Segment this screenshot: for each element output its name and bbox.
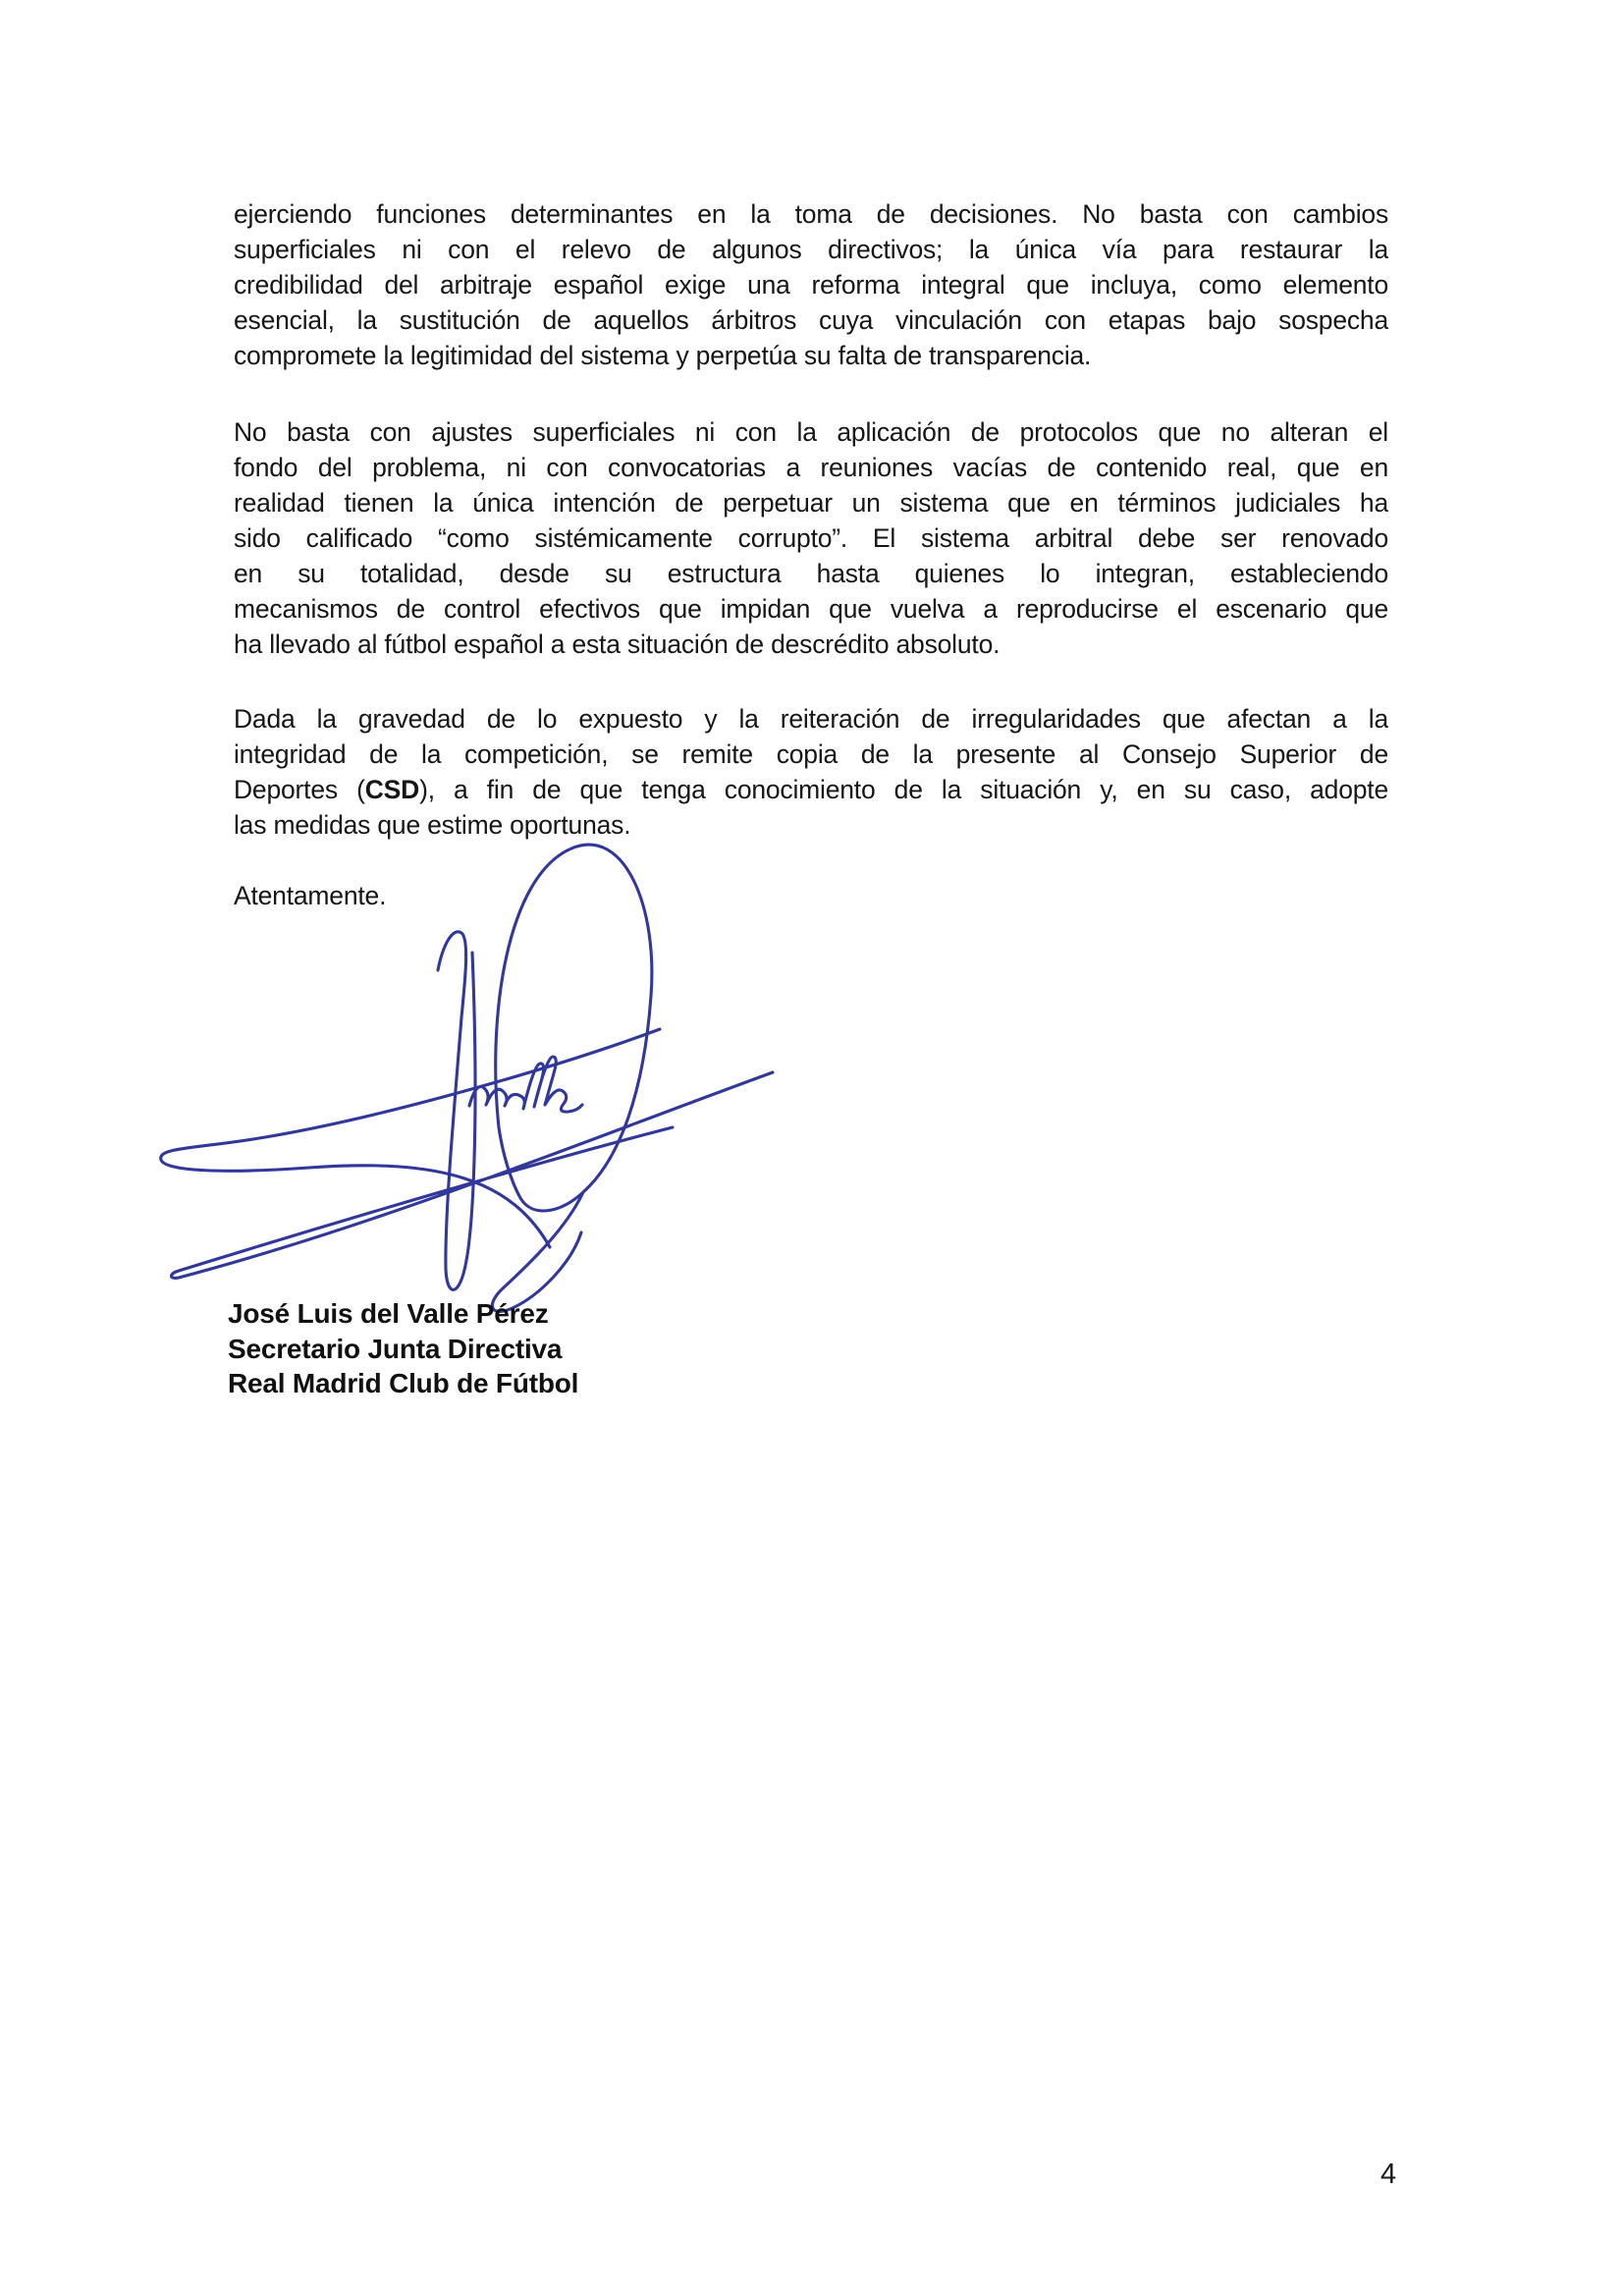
letter-paragraph xyxy=(234,196,1388,373)
letter-line: superficiales ni con el relevo de algunos directivos; la única vía para restaurar la xyxy=(234,235,1388,264)
signature-stroke-balloon-loop xyxy=(496,845,652,1211)
signer-organization: Real Madrid Club de Fútbol xyxy=(228,1368,579,1398)
letter-closing: Atentamente. xyxy=(234,881,387,910)
letter-line: No basta con ajustes superficiales ni con la aplicación de protocolos que no alteran el xyxy=(234,417,1388,447)
letter-line: Deportes (CSD), a fin de que tenga conocimiento de la situación y, en su caso, adopte xyxy=(234,775,1388,804)
letter-line: ejerciendo funciones determinantes en la toma de decisiones. No basta con cambios xyxy=(234,199,1388,229)
letter-paragraph xyxy=(234,701,1388,843)
signature-stroke-descender xyxy=(492,1192,583,1311)
letter-line: realidad tienen la única intención de perpetuar un sistema que en términos judiciales ha xyxy=(234,488,1388,518)
letter-line: en su totalidad, desde su estructura hasta quienes lo integran, estableciendo xyxy=(234,559,1388,588)
letter-line: ha llevado al fútbol español a esta situación de descrédito absoluto. xyxy=(234,629,1001,659)
letter-line: credibilidad del arbitraje español exige una reforma integral que incluya, como elemento xyxy=(234,270,1388,300)
signer-title: Secretario Junta Directiva xyxy=(228,1333,563,1364)
signature-stroke-valle-scribble xyxy=(469,1057,582,1112)
letter-line: fondo del problema, ni con convocatorias a reuniones vacías de contenido real, que en xyxy=(234,453,1388,482)
letter-line: sido calificado “como sistémicamente corrupto”. El sistema arbitral debe ser renovado xyxy=(234,523,1388,553)
signature-stroke-long-underline xyxy=(172,1072,774,1278)
letter-line: las medidas que estime oportunas. xyxy=(234,810,631,840)
signature-stroke-tall-lens xyxy=(438,932,475,1290)
letter-line: Dada la gravedad de lo expuesto y la reiteración de irregularidades que afectan a la xyxy=(234,704,1388,734)
letter-line: compromete la legitimidad del sistema y perpetúa su falta de transparencia. xyxy=(234,341,1092,370)
signature-stroke-hairpin-flourish xyxy=(161,1029,660,1247)
letter-line: integridad de la competición, se remite copia de la presente al Consejo Superior de xyxy=(234,739,1388,769)
page-number: 4 xyxy=(1380,2159,1397,2190)
signer-name: José Luis del Valle Pérez xyxy=(228,1298,549,1329)
letter-line: mecanismos de control efectivos que impidan que vuelva a reproducirse el escenario que xyxy=(234,594,1388,624)
letter-paragraph xyxy=(234,414,1388,662)
signature-block xyxy=(228,1296,578,1401)
letter-line: esencial, la sustitución de aquellos árbitros cuya vinculación con etapas bajo sospecha xyxy=(234,305,1388,335)
